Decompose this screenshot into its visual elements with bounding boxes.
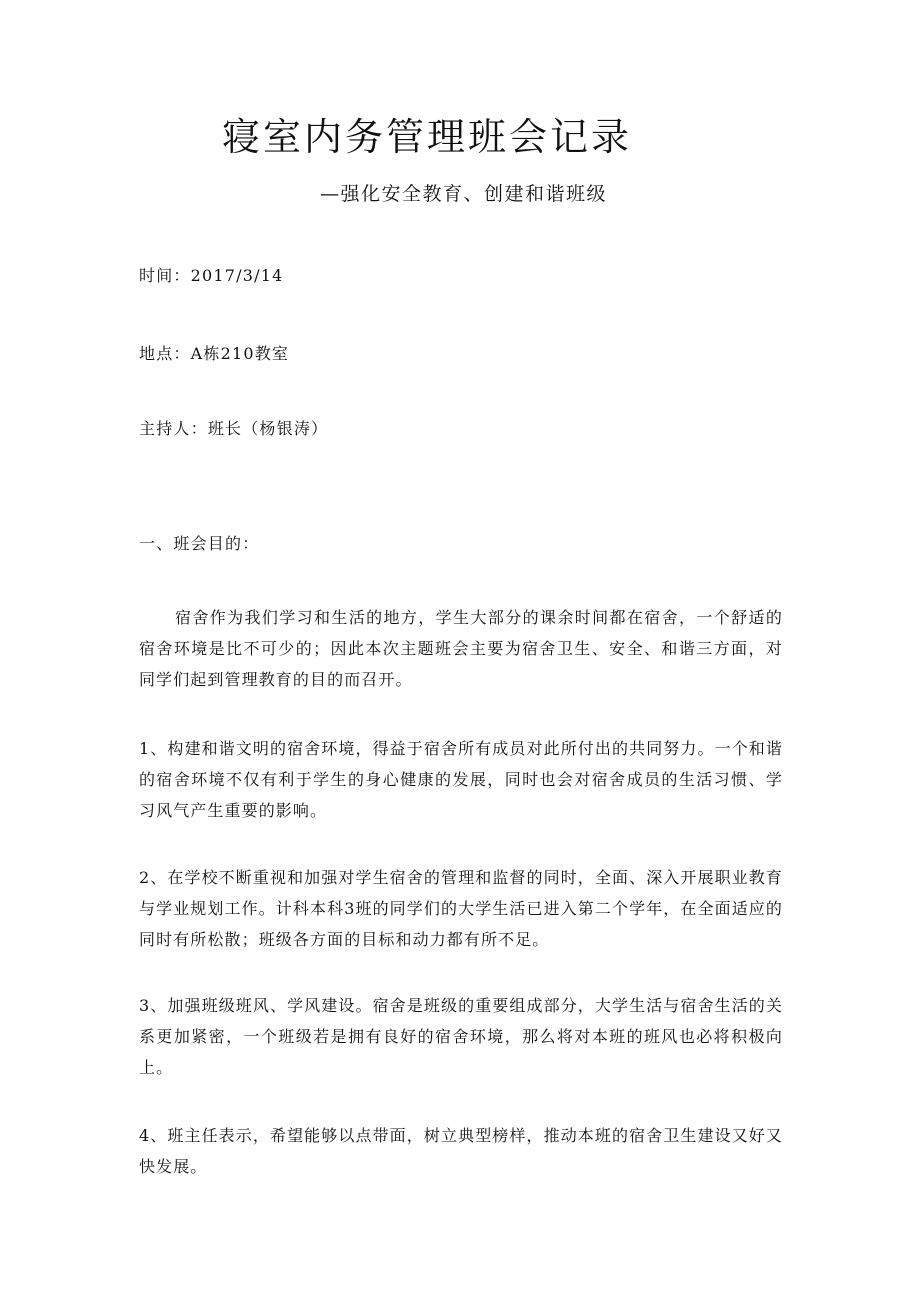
meta-host — [139, 416, 328, 442]
meta-host-label: 主持人： — [139, 419, 208, 438]
meta-host-value: 班长（杨银涛） — [207, 419, 329, 438]
meta-place — [139, 341, 289, 367]
document-subtitle: —强化安全教育、创建和谐班级 — [320, 183, 608, 205]
point-paragraph-4: 4、班主任表示，希望能够以点带面，树立典型榜样，推动本班的宿舍卫生建设又好又快发展。 — [139, 1126, 783, 1176]
point-paragraph-2: 2、在学校不断重视和加强对学生宿舍的管理和监督的同时，全面、深入开展职业教育与学业规划工作。计科本科3班的同学们的大学生活已进入第二个学年，在全面适应的同时有所松散；班级各方面的目标和动力都有所不足。 — [139, 868, 783, 949]
meta-time-label: 时间： — [139, 266, 191, 285]
intro-paragraph: 宿舍作为我们学习和生活的地方，学生大部分的课余时间都在宿舍，一个舒适的宿舍环境是比不可少的；因此本次主题班会主要为宿舍卫生、安全、和谐三方面，对同学们起到管理教育的目的而召开。 — [139, 608, 783, 689]
meta-time — [139, 263, 283, 289]
section-heading: 一、班会目的： — [139, 534, 260, 553]
meta-time-value: 2017/3/14 — [190, 266, 284, 285]
meta-place-label: 地点： — [139, 344, 191, 363]
document-title: 寝室内务管理班会记录 — [222, 115, 633, 159]
point-paragraph-1: 1、构建和谐文明的宿舍环境，得益于宿舍所有成员对此所付出的共同努力。一个和谐的宿舍环境不仅有利于学生的身心健康的发展，同时也会对宿舍成员的生活习惯、学习风气产生重要的影响。 — [139, 739, 783, 820]
point-paragraph-3: 3、加强班级班风、学风建设。宿舍是班级的重要组成部分，大学生活与宿舍生活的关系更加紧密，一个班级若是拥有良好的宿舍环境，那么将对本班的班风也必将积极向上。 — [139, 996, 783, 1077]
meta-place-value: A栋210教室 — [190, 344, 290, 363]
